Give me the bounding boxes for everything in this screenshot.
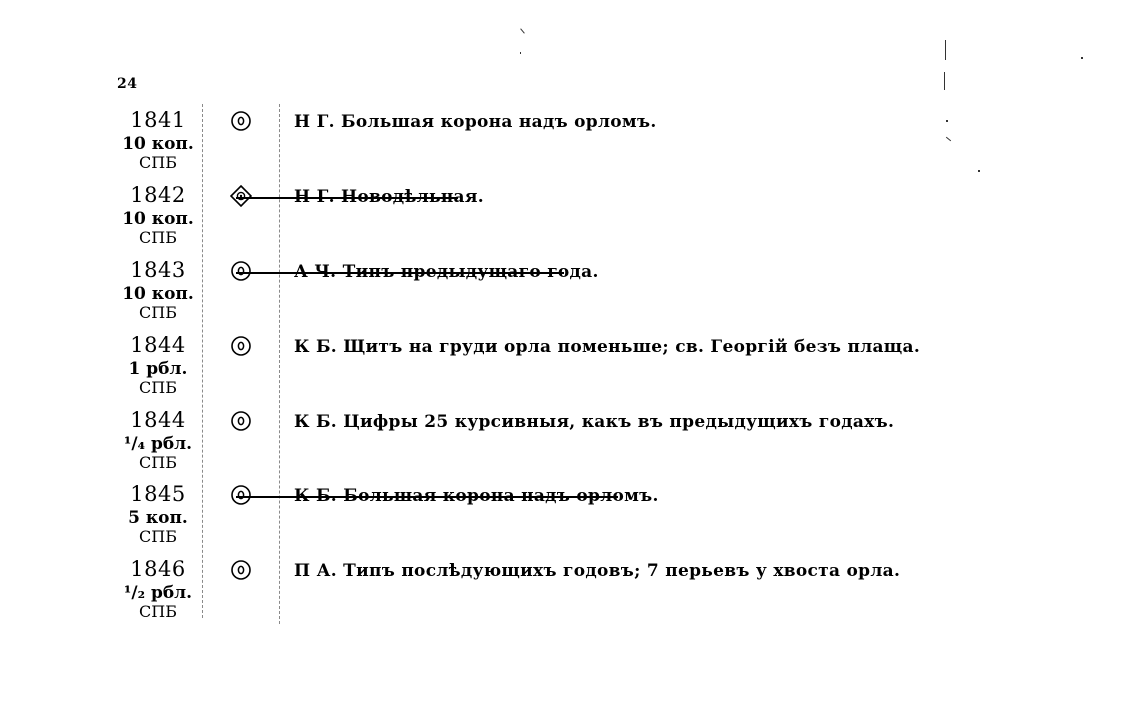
- entry-year: 1843: [130, 258, 186, 282]
- list-item: [0, 179, 1140, 253]
- strikethrough-line: [236, 197, 458, 199]
- diamond-dot-icon: [230, 185, 252, 207]
- circle-dot-icon: [230, 260, 252, 282]
- circle-dot-icon: [230, 559, 252, 581]
- entry-denomination: ¹/₂ рбл.: [123, 583, 193, 603]
- scan-mark: [520, 52, 521, 54]
- scan-mark: [944, 72, 945, 90]
- scan-mark: [945, 40, 946, 60]
- circle-dot-icon: [230, 410, 252, 432]
- entry-denomination: 10 коп.: [122, 134, 194, 154]
- entry-mint: СПБ: [139, 378, 177, 397]
- list-item: [0, 478, 1140, 552]
- list-item: [0, 329, 1140, 403]
- list-item: [0, 104, 1140, 178]
- entry-description: К Б. Большая корона надъ орломъ.: [294, 486, 659, 506]
- circle-dot-icon: [230, 484, 252, 506]
- entry-year: 1844: [130, 333, 186, 357]
- scan-mark: [978, 170, 980, 172]
- entry-description: К Б. Щитъ на груди орла поменьше; св. Георгій безъ плаща.: [294, 337, 921, 357]
- scan-mark: [1081, 57, 1083, 59]
- entry-description: А Ч. Типъ предыдущаго года.: [294, 262, 599, 282]
- entry-mint: СПБ: [139, 153, 177, 172]
- list-item: [0, 553, 1140, 627]
- entry-mint: СПБ: [139, 602, 177, 621]
- entry-mint: СПБ: [139, 228, 177, 247]
- entry-description: Н Г. Новодѣльная.: [294, 187, 484, 207]
- entry-description: Н Г. Большая корона надъ орломъ.: [294, 112, 657, 132]
- circle-dot-icon: [230, 335, 252, 357]
- strikethrough-line: [236, 496, 618, 498]
- entry-denomination: 1 рбл.: [128, 359, 188, 379]
- entry-mint: СПБ: [139, 303, 177, 322]
- page-number: 24: [117, 76, 138, 92]
- entry-year: 1844: [130, 408, 186, 432]
- entry-year: 1846: [130, 557, 186, 581]
- entry-year: 1842: [130, 183, 186, 207]
- entry-denomination: 5 коп.: [128, 508, 188, 528]
- circle-dot-icon: [230, 110, 252, 132]
- entry-description: П А. Типъ послѣдующихъ годовъ; 7 перьевъ у хвоста орла.: [294, 561, 901, 581]
- list-item: [0, 404, 1140, 478]
- entry-denomination: ¹/₄ рбл.: [123, 434, 193, 454]
- scan-mark: [520, 28, 525, 33]
- entry-mint: СПБ: [139, 527, 177, 546]
- entry-year: 1845: [130, 482, 186, 506]
- entry-denomination: 10 коп.: [122, 209, 194, 229]
- scan-mark: [946, 120, 948, 122]
- entry-mint: СПБ: [139, 453, 177, 472]
- entry-year: 1841: [130, 108, 186, 132]
- entry-denomination: 10 коп.: [122, 284, 194, 304]
- list-item: [0, 254, 1140, 328]
- strikethrough-line: [236, 272, 564, 274]
- entry-description: К Б. Цифры 25 курсивныя, какъ въ предыдущихъ годахъ.: [294, 412, 895, 432]
